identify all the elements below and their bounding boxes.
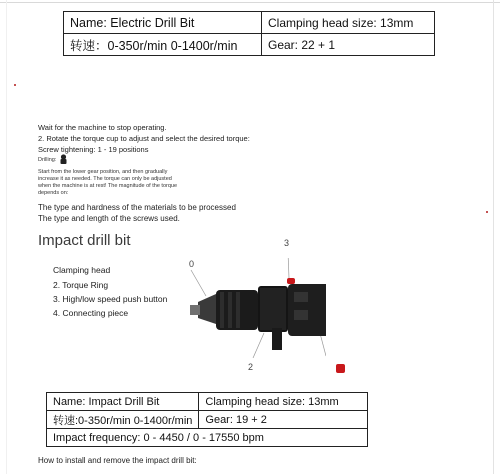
- instruction-line: Wait for the machine to stop operating.: [38, 123, 167, 132]
- spec-clamping-cell: Clamping head size: 13mm: [262, 12, 435, 34]
- spec-gear-cell: Gear: 22 + 1: [262, 34, 435, 56]
- callout-0: 0: [189, 259, 195, 269]
- drilling-label: Drilling:: [38, 157, 57, 163]
- impact-drill-chuck-image: [176, 258, 326, 358]
- drill-gear-icon: [59, 154, 68, 165]
- spec-name-cell: Name: Electric Drill Bit: [64, 12, 262, 34]
- torque-note: when the machine is at rest! The magnitude of the torque: [38, 183, 178, 189]
- torque-note: depends on:: [38, 190, 69, 196]
- torque-note: Start from the lower gear position, and then gradually: [38, 169, 168, 175]
- spec-name-cell: Name: Impact Drill Bit: [47, 393, 199, 411]
- torque-factor: The type and hardness of the materials to be processed: [38, 203, 236, 212]
- part-label: 4. Connecting piece: [53, 308, 129, 318]
- spec-impact-cell: Impact frequency: 0 - 4450 / 0 - 17550 bpm: [47, 429, 368, 447]
- page-border-top: [0, 2, 500, 3]
- part-label: Clamping head: [53, 265, 111, 275]
- page-border-left: [6, 0, 7, 474]
- speed-button-marker: [287, 278, 295, 284]
- part-label: 3. High/low speed push button: [53, 294, 168, 304]
- electric-drill-spec-table: [63, 11, 435, 56]
- impact-drill-spec-table: [46, 392, 368, 447]
- spec-gear-cell: Gear: 19 + 2: [199, 411, 368, 429]
- part-label: 2. Torque Ring: [53, 280, 109, 290]
- connector-marker: [336, 364, 345, 373]
- callout-3: 3: [284, 238, 290, 248]
- red-mark: [486, 211, 488, 213]
- page-border-right: [493, 0, 494, 474]
- callout-2: 2: [248, 362, 254, 372]
- instruction-line: 2. Rotate the torque cup to adjust and select the desired torque:: [38, 134, 250, 143]
- install-remove-heading: How to install and remove the impact drill bit:: [38, 456, 197, 465]
- spec-speed-cell: 转速:0-350r/min 0-1400r/min: [47, 411, 199, 429]
- spec-clamping-cell: Clamping head size: 13mm: [199, 393, 368, 411]
- red-mark: [14, 84, 16, 86]
- torque-factor: The type and length of the screws used.: [38, 214, 180, 223]
- section-title: Impact drill bit: [38, 232, 131, 249]
- instruction-line: Screw tightening: 1 - 19 positions: [38, 145, 149, 154]
- spec-speed-cell: 转速：0-350r/min 0-1400r/min: [64, 34, 262, 56]
- torque-note: increase it as needed. The torque can only be adjusted: [38, 176, 172, 182]
